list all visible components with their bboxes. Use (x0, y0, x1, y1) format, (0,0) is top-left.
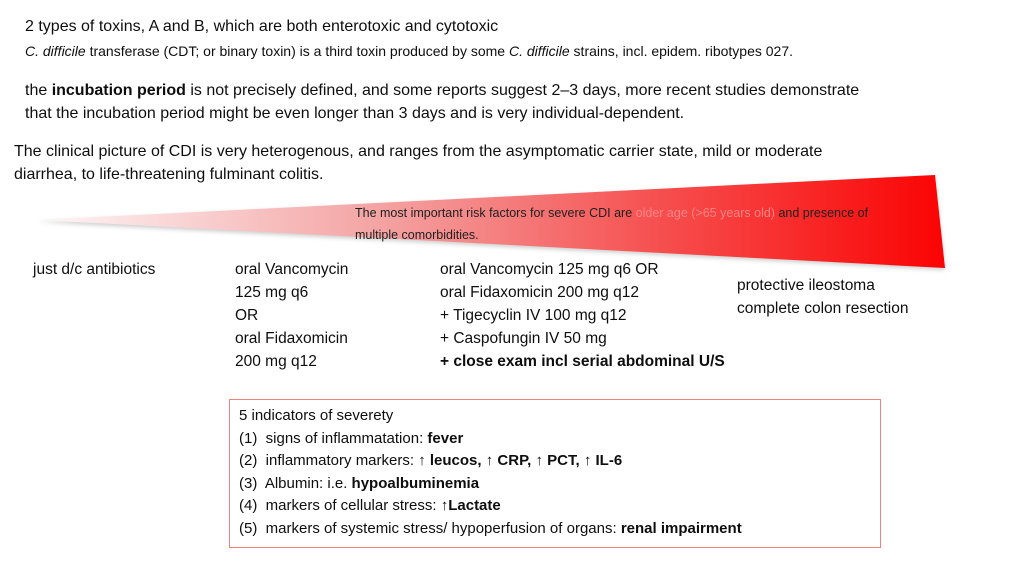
clinical-picture-paragraph: The clinical picture of CDI is very heterogenous, and ranges from the asymptomatic carrier state, mild or moderate diarrhea, to life-threatening fulminant colitis. (14, 143, 823, 183)
treatment-column-severe: oral Vancomycin 125 mg q6 OR oral Fidaxomicin 200 mg q12 + Tigecyclin IV 100 mg q12 + Caspofungin IV 50 mg + close exam incl serial abdominal U/S (440, 261, 725, 370)
cdt-line: C. difficile transferase (CDT; or binary toxin) is a third toxin produced by some C. difficile strains, incl. epidem. ribotypes 027. (25, 43, 794, 59)
treatment-column-mild: just d/c antibiotics (33, 261, 156, 278)
severity-indicators-box (229, 399, 881, 548)
toxin-types-line: 2 types of toxins, A and B, which are both enterotoxic and cytotoxic (25, 18, 499, 35)
incubation-paragraph: the incubation period is not precisely defined, and some reports suggest 2–3 days, more recent studies demonstrate that the incubation period might be even longer than 3 days and is very individual-dependent. (25, 82, 860, 122)
toxins-paragraph (25, 15, 1015, 61)
risk-factors-text: The most important risk factors for severe CDI are older age (>65 years old) and presence of multiple comorbidities. (355, 206, 869, 242)
treatment-column-moderate: oral Vancomycin 125 mg q6 OR oral Fidaxomicin 200 mg q12 (235, 261, 349, 370)
severity-indicators-text: 5 indicators of severety (1) signs of inflammatation: fever (2) inflammatory markers: ↑ leucos, ↑ CRP, ↑ PCT, ↑ IL-6 (3) Albumin: i.e. hypoalbuminemia (4) markers of cellular stress: ↑Lactate (5) markers of systemic stress/ hypoperfusion of organs: renal impairment (239, 407, 742, 537)
treatment-column-surgical: protective ileostoma complete colon resection (737, 277, 909, 317)
